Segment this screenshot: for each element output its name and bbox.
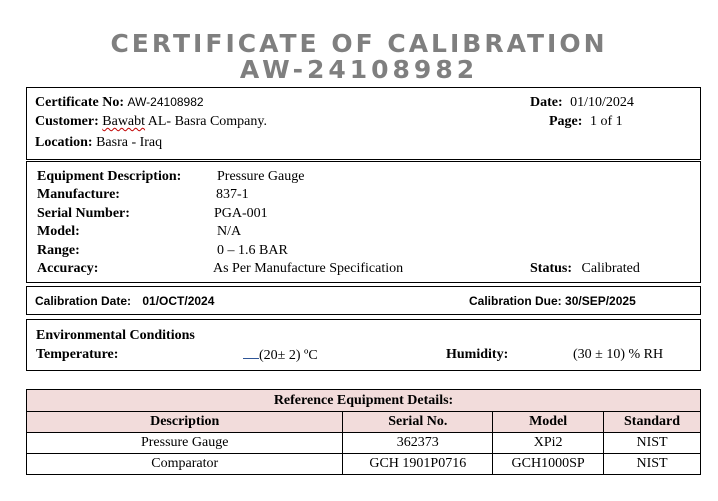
cell-description: Pressure Gauge [27,433,343,454]
certificate-no-value: AW-24108982 [127,95,204,109]
accuracy-label: Accuracy: [37,261,99,276]
calibration-due-label: Calibration Due: [469,294,562,308]
temperature-label: Temperature: [36,347,119,362]
cell-description: Comparator [27,454,343,475]
page-label: Page: [549,114,583,129]
reference-heading: Reference Equipment Details: [27,390,701,412]
range-value: 0 – 1.6 BAR [217,243,288,258]
temperature-underline [243,346,259,359]
cell-serial: 362373 [343,433,493,454]
reference-equipment-table [26,389,701,475]
calibration-due [469,293,636,310]
equipment-description-value: Pressure Gauge [217,169,305,184]
status-value: Calibrated [581,261,640,276]
equipment-description-label: Equipment Description: [37,169,182,184]
cell-serial: GCH 1901P0716 [343,454,493,475]
environment-heading: Environmental Conditions [36,328,195,343]
certificate-no-label: Certificate No: [35,95,125,110]
customer-name-part1: Bawabt [102,114,146,129]
certificate-no [35,94,204,111]
model-value: N/A [217,224,242,239]
location-value: Basra - Iraq [96,135,163,150]
calibration-date-label: Calibration Date: [35,294,132,308]
status [530,260,640,277]
table-row [27,454,701,475]
cell-model: XPi2 [493,433,604,454]
date-label: Date: [530,95,563,110]
date-value: 01/10/2024 [570,95,634,110]
location-label: Location: [35,135,93,150]
certificate-number-title: AW-24108982 [239,55,479,84]
customer-name-part2: AL- Basra Company. [145,114,267,129]
humidity-value: (30 ± 10) % RH [573,347,664,362]
humidity-label: Humidity: [446,347,509,362]
date [530,94,634,111]
serial-number-label: Serial Number: [37,206,130,221]
cell-model: GCH1000SP [493,454,604,475]
column-header-model: Model [493,412,604,433]
customer-label: Customer: [35,114,99,129]
model-label: Model: [37,224,80,239]
calibration-due-value: 30/SEP/2025 [565,294,636,308]
column-header-serial: Serial No. [343,412,493,433]
manufacture-label: Manufacture: [37,187,120,202]
range-label: Range: [37,243,80,258]
customer [35,113,267,130]
certificate-title: CERTIFICATE OF CALIBRATION [110,29,608,58]
calibration-date [35,293,214,310]
column-header-description: Description [27,412,343,433]
page-value: 1 of 1 [589,114,623,129]
table-row [27,433,701,454]
status-label: Status: [530,261,573,276]
temperature [243,346,318,364]
page-number [549,113,623,130]
serial-number-value: PGA-001 [214,206,268,221]
accuracy-value: As Per Manufacture Specification [213,261,404,276]
calibration-date-value: 01/OCT/2024 [142,294,215,308]
temperature-value: (20± 2) ºC [259,348,318,363]
column-header-standard: Standard [604,412,701,433]
cell-standard: NIST [604,454,701,475]
manufacture-value: 837-1 [216,187,249,202]
cell-standard: NIST [604,433,701,454]
location [35,134,162,151]
